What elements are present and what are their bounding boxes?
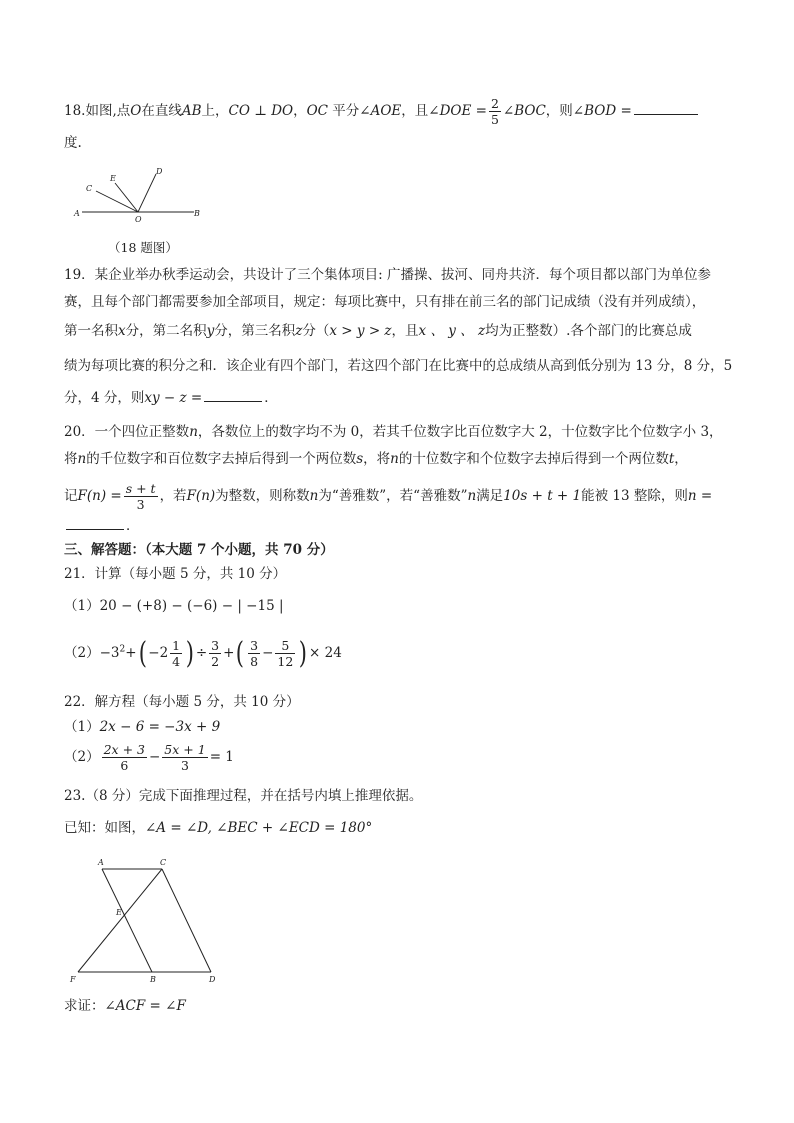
paren: ) [299, 635, 308, 671]
label-b: B [194, 209, 200, 218]
q19-line-1: 19．某企业举办秋季运动会，共设计了三个集体项目: 广播操、拔河、同舟共济．每个项目都以部门为单位参 [64, 267, 712, 283]
math: n [390, 451, 399, 467]
text: ，将 [363, 451, 391, 467]
paren: ( [236, 635, 245, 671]
math: + [223, 645, 235, 661]
segment-cf [78, 869, 162, 972]
math: = 1 [209, 749, 234, 765]
q20-line-3 [64, 481, 712, 512]
math: −3 [99, 645, 120, 661]
q22-part-1 [64, 717, 220, 737]
text: 能被 13 整除，则 [581, 488, 688, 504]
q18-line-1 [64, 96, 700, 127]
q23-prove [64, 996, 186, 1016]
frac-num: 3 [250, 638, 259, 653]
label-d: D [156, 167, 163, 176]
q20-line-1 [64, 422, 723, 442]
fraction [275, 638, 295, 669]
ray-oc [96, 191, 138, 212]
frac-num: s + t [125, 481, 156, 496]
ray-oe [115, 183, 138, 212]
frac-den: 3 [181, 758, 189, 773]
text: 分（ [302, 323, 330, 339]
frac-num: 1 [172, 638, 181, 653]
frac-num: 2 [490, 96, 499, 111]
label-a: A [98, 858, 104, 867]
paren: ) [185, 635, 195, 671]
label-d: D [209, 975, 216, 984]
math: n [189, 424, 198, 440]
text: 分，第三名积 [214, 323, 296, 339]
ray-od [138, 174, 156, 212]
math: xy − z = [144, 390, 203, 406]
q18-caption: （18 题图） [108, 240, 178, 255]
q22-part-2 [64, 742, 234, 773]
frac-num: 5x + 1 [164, 742, 206, 757]
math: × 24 [309, 645, 342, 661]
frac-den: 8 [250, 654, 259, 669]
label-o: O [135, 215, 142, 224]
label-b: B [150, 975, 156, 984]
text: 已知：如图， [64, 820, 145, 836]
math: ∠BOD = [572, 103, 632, 119]
math: n [467, 488, 477, 504]
fraction [124, 481, 158, 512]
text: ，若 [159, 488, 187, 504]
math: ÷ [195, 645, 208, 661]
math: x [118, 323, 126, 339]
text: ，且 [401, 103, 429, 119]
text: 在直线 [141, 103, 182, 119]
text: 分，第二名积 [125, 323, 207, 339]
q19-line-4: 绩为每项比赛的积分之和．该企业有四个部门，若这四个部门在比赛中的总成绩从高到低分别为 13 分，8 分，5 [64, 358, 733, 374]
label-c: C [86, 184, 93, 193]
paren: ( [138, 635, 147, 671]
math: ∠AOE [359, 103, 402, 119]
frac-den: 6 [120, 758, 129, 773]
fraction [170, 638, 182, 669]
math: 2x − 6 = −3x + 9 [99, 719, 221, 735]
answer-blank[interactable] [66, 517, 124, 530]
q19-line-2: 赛，且每个部门都需要参加全部项目，规定：每项比赛中，只有排在前三名的部门记成绩（没有并列成绩）， [64, 294, 706, 310]
frac-den: 3 [136, 497, 145, 512]
text: 记 [64, 488, 78, 504]
text: 均为正整数）.各个部门的比赛总成 [485, 323, 692, 339]
math: x 、 y 、 z [418, 323, 486, 339]
label-a: A [74, 209, 80, 218]
text: （2） [64, 749, 100, 765]
text: 为“善雅数”，若“善雅数” [318, 488, 468, 504]
text: 第一名积 [64, 323, 118, 339]
math: 20 − (+8) − (−6) − | −15 | [99, 598, 284, 614]
math: ∠BOC [502, 103, 546, 119]
text: 求证： [64, 998, 105, 1014]
q21-title: 21．计算（每小题 5 分，共 10 分） [64, 566, 287, 582]
math: −2 [148, 645, 169, 661]
math: s [356, 451, 364, 467]
text: （2） [64, 645, 100, 661]
math: − [262, 645, 274, 661]
text: 将 [64, 451, 78, 467]
math: t [668, 451, 675, 467]
q23-given [64, 818, 372, 838]
frac-den: 2 [211, 654, 220, 669]
label-f: F [70, 975, 76, 984]
text: 20．一个四位正整数 [64, 424, 190, 440]
text: ，且 [391, 323, 419, 339]
math: y [206, 323, 215, 339]
text: 18.如图,点 [64, 103, 131, 119]
segment-ab [102, 869, 152, 972]
math: ∠ACF = ∠F [104, 998, 186, 1014]
label-e: E [116, 908, 122, 917]
q23-title: 23.（8 分）完成下面推理过程，并在括号内填上推理依据。 [64, 788, 423, 804]
math: n = [687, 488, 713, 504]
frac-num: 5 [275, 638, 295, 654]
q19-line-3 [64, 321, 692, 341]
fraction [102, 742, 147, 773]
q21-part-1 [64, 596, 284, 616]
answer-blank[interactable] [634, 102, 698, 115]
math: z [295, 323, 303, 339]
math: x > y > z [329, 323, 392, 339]
label-c: C [160, 858, 167, 867]
math: ∠A = ∠D, ∠BEC + ∠ECD = 180° [145, 820, 373, 836]
math: n [309, 488, 319, 504]
text: 的千位数字和百位数字去掉后得到一个两位数 [86, 451, 357, 467]
math: F(n) [186, 488, 216, 504]
text: ． [126, 518, 140, 534]
text: （1） [64, 719, 100, 735]
q18-line-2: 度. [64, 135, 82, 151]
text: ，则 [545, 103, 573, 119]
text: 满足 [476, 488, 504, 504]
q23-figure [64, 854, 224, 986]
math: O [130, 103, 142, 119]
fraction [209, 638, 221, 669]
q22-title: 22．解方程（每小题 5 分，共 10 分） [64, 694, 300, 710]
frac-den: 12 [277, 654, 294, 669]
math: + [125, 645, 137, 661]
q18-figure [70, 164, 210, 226]
frac-den: 5 [490, 112, 499, 127]
math: CO ⊥ DO [228, 103, 294, 119]
frac-num: 3 [211, 638, 220, 653]
text: ，各数位上的数字均不为 0，若其千位数字比百位数字大 2，十位数字比个位数字小 3， [197, 424, 723, 440]
math: ∠DOE = [428, 103, 487, 119]
q20-line-4 [64, 516, 140, 536]
text: （1） [64, 598, 100, 614]
q19-line-5 [64, 388, 278, 408]
q20-line-2 [64, 449, 688, 469]
frac-num: 2x + 3 [103, 742, 145, 757]
answer-blank[interactable] [204, 389, 262, 402]
text: 上， [201, 103, 229, 119]
math: 10s + t + 1 [503, 488, 582, 504]
math: F(n) = [77, 488, 122, 504]
frac-den: 4 [172, 654, 181, 669]
math: − [148, 749, 161, 765]
math: OC [306, 103, 328, 119]
section-3-heading: 三、解答题：（本大题 7 个小题，共 70 分） [64, 542, 334, 558]
fraction [162, 742, 207, 773]
exponent: 2 [119, 644, 126, 655]
text: 为整数，则称数 [215, 488, 310, 504]
label-e: E [110, 174, 116, 183]
text: 分，4 分，则 [64, 390, 145, 406]
text: ， [674, 451, 688, 467]
segment-cd [162, 869, 211, 972]
text: 的十位数字和个位数字去掉后得到一个两位数 [398, 451, 669, 467]
q21-part-2 [64, 635, 342, 671]
math: n [77, 451, 87, 467]
fraction [248, 638, 260, 669]
math: AB [181, 103, 202, 119]
fraction [489, 96, 501, 127]
text: 平分 [328, 103, 360, 119]
text: ， [293, 103, 307, 119]
text: ． [264, 390, 278, 406]
